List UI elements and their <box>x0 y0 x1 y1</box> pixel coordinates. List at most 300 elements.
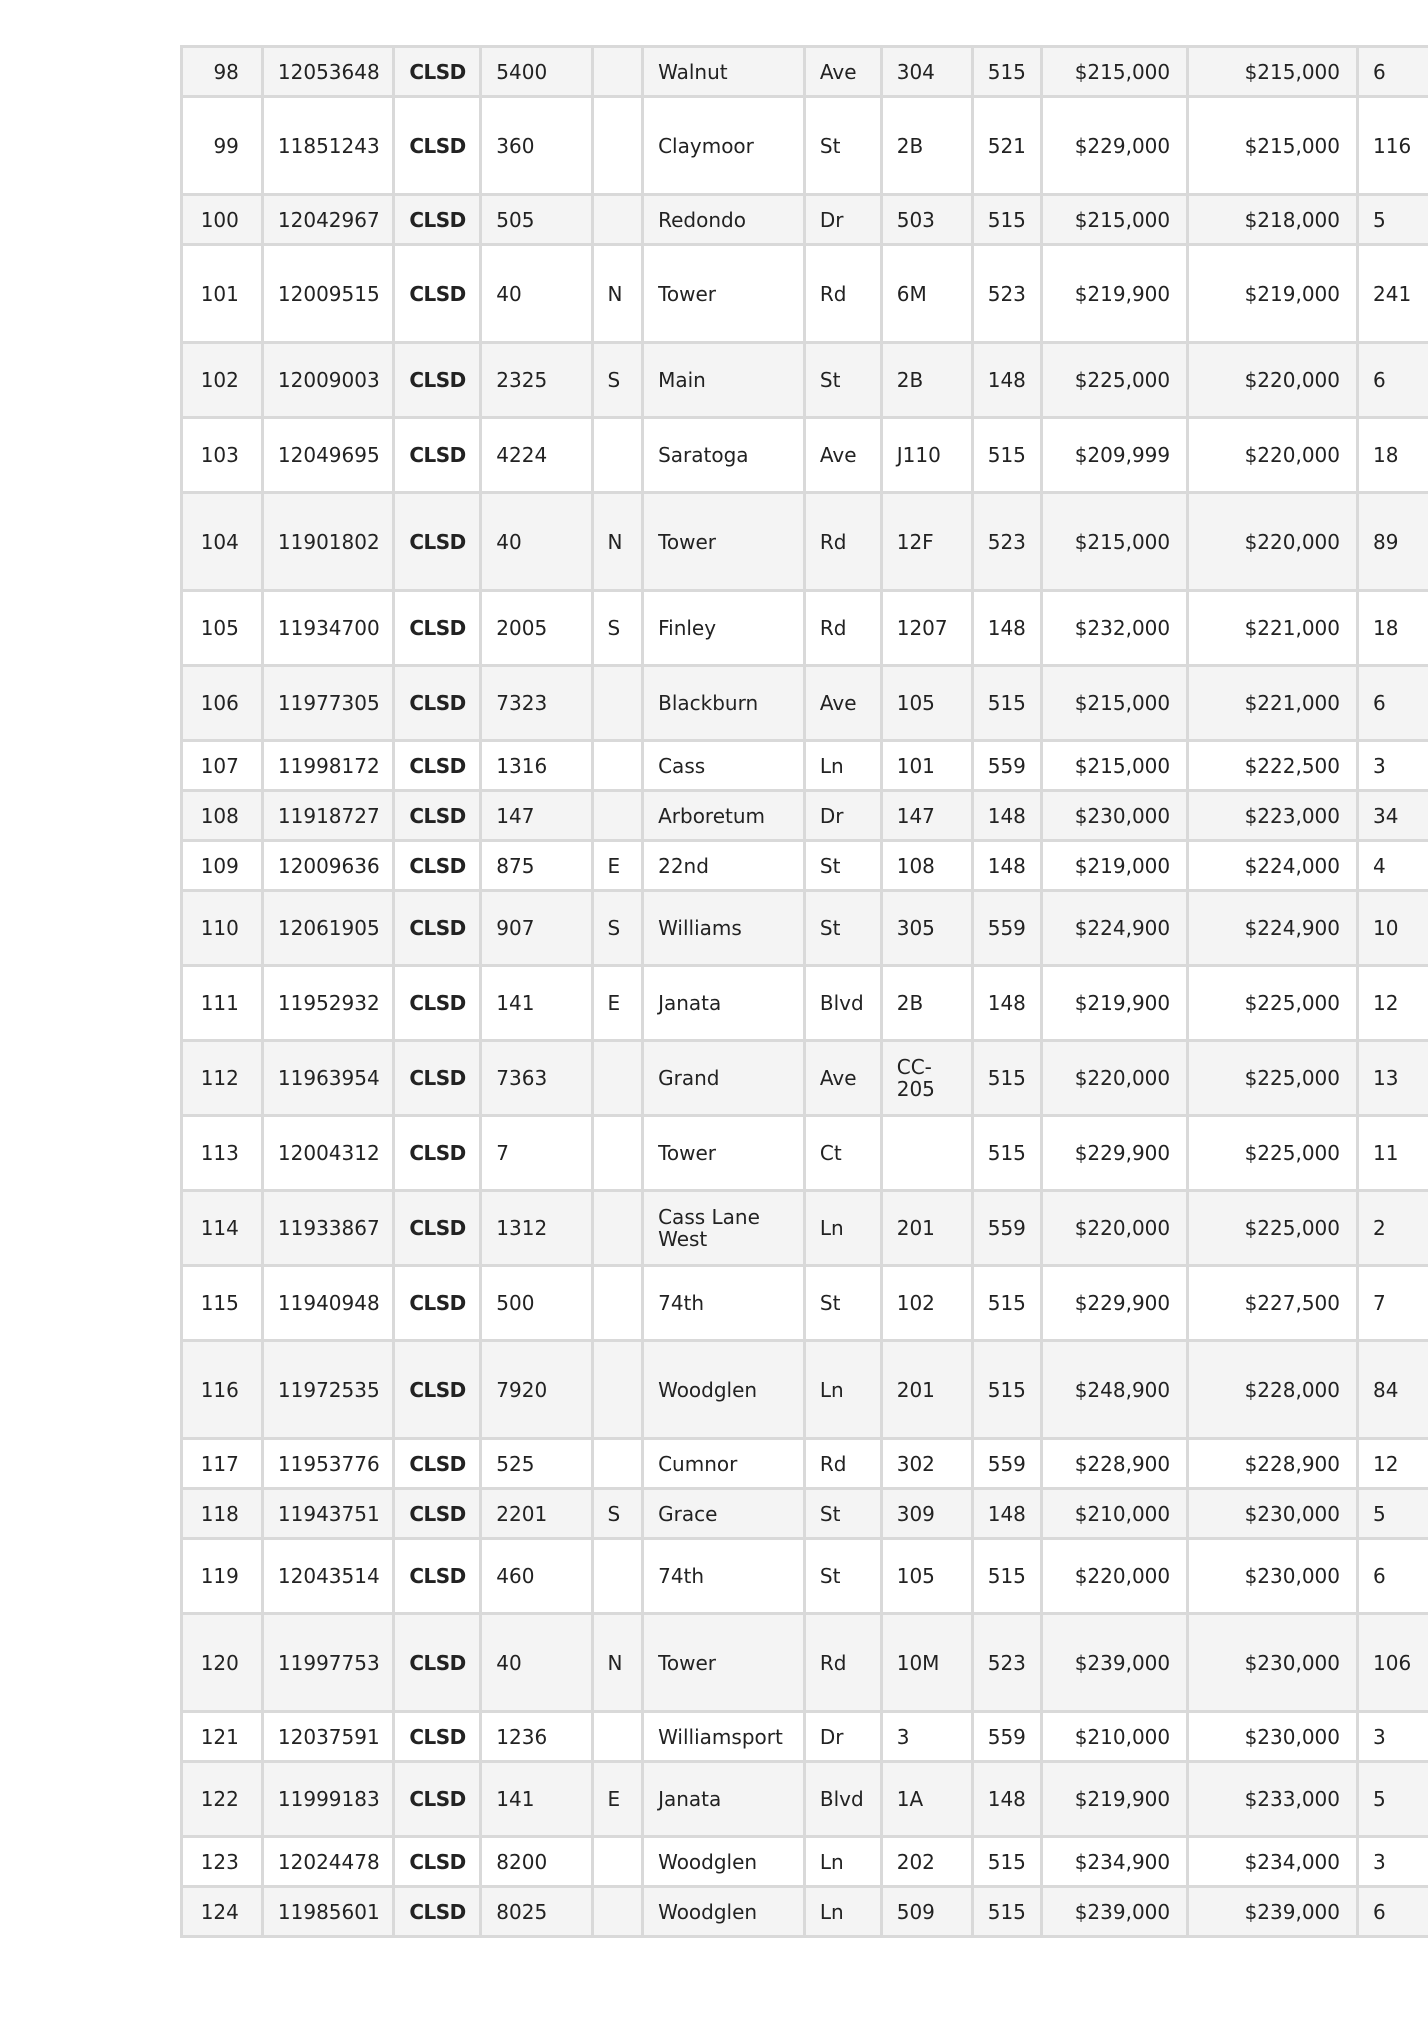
row-number-cell: 118 <box>182 1489 263 1539</box>
list-price-cell: $219,900 <box>1041 1762 1188 1837</box>
street-name-cell: Cass <box>643 741 805 791</box>
row-number-cell: 124 <box>182 1887 263 1937</box>
status-cell: CLSD <box>394 841 481 891</box>
row-number-cell: 106 <box>182 666 263 741</box>
unit-number-cell: 2B <box>881 966 972 1041</box>
area-code-cell: 523 <box>972 245 1041 343</box>
street-direction-cell <box>592 1887 643 1937</box>
days-on-market-cell: 12 <box>1358 1439 1428 1489</box>
list-price-cell: $219,000 <box>1041 841 1188 891</box>
street-suffix-cell: Blvd <box>804 966 881 1041</box>
sold-price-cell: $239,000 <box>1188 1887 1358 1937</box>
list-price-cell: $220,000 <box>1041 1191 1188 1266</box>
mls-number-cell: 11985601 <box>262 1887 393 1937</box>
days-on-market-cell: 6 <box>1358 666 1428 741</box>
street-number-cell: 5400 <box>481 47 592 97</box>
street-name-cell: Cass Lane West <box>643 1191 805 1266</box>
street-direction-cell: S <box>592 591 643 666</box>
days-on-market-cell: 4 <box>1358 841 1428 891</box>
row-number-cell: 98 <box>182 47 263 97</box>
mls-number-cell: 11943751 <box>262 1489 393 1539</box>
table-row <box>182 591 1428 666</box>
status-cell: CLSD <box>394 1887 481 1937</box>
area-code-cell: 515 <box>972 1341 1041 1439</box>
list-price-cell: $225,000 <box>1041 343 1188 418</box>
street-suffix-cell: Dr <box>804 195 881 245</box>
status-cell: CLSD <box>394 791 481 841</box>
sold-price-cell: $220,000 <box>1188 493 1358 591</box>
days-on-market-cell: 6 <box>1358 1539 1428 1614</box>
row-number-cell: 107 <box>182 741 263 791</box>
mls-number-cell: 11952932 <box>262 966 393 1041</box>
days-on-market-cell: 84 <box>1358 1341 1428 1439</box>
mls-number-cell: 11963954 <box>262 1041 393 1116</box>
street-name-cell: Tower <box>643 245 805 343</box>
sold-price-cell: $228,900 <box>1188 1439 1358 1489</box>
street-name-cell: Woodglen <box>643 1887 805 1937</box>
area-code-cell: 559 <box>972 891 1041 966</box>
street-name-cell: Blackburn <box>643 666 805 741</box>
street-number-cell: 8025 <box>481 1887 592 1937</box>
street-number-cell: 2325 <box>481 343 592 418</box>
street-number-cell: 1312 <box>481 1191 592 1266</box>
unit-number-cell: 201 <box>881 1191 972 1266</box>
street-direction-cell: N <box>592 493 643 591</box>
table-row <box>182 195 1428 245</box>
mls-number-cell: 11851243 <box>262 97 393 195</box>
table-row <box>182 1489 1428 1539</box>
street-name-cell: Saratoga <box>643 418 805 493</box>
street-suffix-cell: St <box>804 97 881 195</box>
street-number-cell: 40 <box>481 1614 592 1712</box>
row-number-cell: 121 <box>182 1712 263 1762</box>
mls-number-cell: 12049695 <box>262 418 393 493</box>
unit-number-cell: CC-205 <box>881 1041 972 1116</box>
mls-number-cell: 11997753 <box>262 1614 393 1712</box>
row-number-cell: 122 <box>182 1762 263 1837</box>
street-name-cell: Tower <box>643 1116 805 1191</box>
list-price-cell: $220,000 <box>1041 1539 1188 1614</box>
days-on-market-cell: 5 <box>1358 195 1428 245</box>
street-name-cell: 74th <box>643 1266 805 1341</box>
table-row <box>182 493 1428 591</box>
street-name-cell: Williamsport <box>643 1712 805 1762</box>
unit-number-cell: 1207 <box>881 591 972 666</box>
table-row <box>182 1614 1428 1712</box>
street-suffix-cell: Ln <box>804 1191 881 1266</box>
mls-number-cell: 12042967 <box>262 195 393 245</box>
mls-number-cell: 12009636 <box>262 841 393 891</box>
street-suffix-cell: Ln <box>804 1837 881 1887</box>
street-suffix-cell: St <box>804 1539 881 1614</box>
street-name-cell: Grand <box>643 1041 805 1116</box>
table-row <box>182 245 1428 343</box>
table-row <box>182 418 1428 493</box>
area-code-cell: 148 <box>972 1762 1041 1837</box>
status-cell: CLSD <box>394 591 481 666</box>
street-name-cell: Tower <box>643 1614 805 1712</box>
area-code-cell: 559 <box>972 741 1041 791</box>
street-direction-cell: E <box>592 1762 643 1837</box>
sold-price-cell: $222,500 <box>1188 741 1358 791</box>
street-direction-cell <box>592 195 643 245</box>
row-number-cell: 99 <box>182 97 263 195</box>
status-cell: CLSD <box>394 1837 481 1887</box>
status-cell: CLSD <box>394 1489 481 1539</box>
days-on-market-cell: 6 <box>1358 343 1428 418</box>
area-code-cell: 515 <box>972 666 1041 741</box>
unit-number-cell: 12F <box>881 493 972 591</box>
street-number-cell: 7920 <box>481 1341 592 1439</box>
table-row <box>182 741 1428 791</box>
unit-number-cell: 6M <box>881 245 972 343</box>
list-price-cell: $219,900 <box>1041 966 1188 1041</box>
street-suffix-cell: St <box>804 343 881 418</box>
mls-number-cell: 11998172 <box>262 741 393 791</box>
row-number-cell: 108 <box>182 791 263 841</box>
mls-number-cell: 12024478 <box>262 1837 393 1887</box>
days-on-market-cell: 5 <box>1358 1489 1428 1539</box>
street-suffix-cell: Ave <box>804 1041 881 1116</box>
sold-price-cell: $225,000 <box>1188 1041 1358 1116</box>
status-cell: CLSD <box>394 1762 481 1837</box>
street-number-cell: 7363 <box>481 1041 592 1116</box>
street-suffix-cell: Ave <box>804 666 881 741</box>
unit-number-cell: 509 <box>881 1887 972 1937</box>
street-direction-cell <box>592 1191 643 1266</box>
street-name-cell: Woodglen <box>643 1341 805 1439</box>
unit-number-cell: 105 <box>881 666 972 741</box>
area-code-cell: 515 <box>972 418 1041 493</box>
listing-table-page <box>180 45 1428 1938</box>
unit-number-cell: J110 <box>881 418 972 493</box>
street-name-cell: Janata <box>643 1762 805 1837</box>
street-name-cell: Redondo <box>643 195 805 245</box>
unit-number-cell: 201 <box>881 1341 972 1439</box>
table-row <box>182 791 1428 841</box>
street-name-cell: Arboretum <box>643 791 805 841</box>
sold-price-cell: $233,000 <box>1188 1762 1358 1837</box>
area-code-cell: 148 <box>972 791 1041 841</box>
street-direction-cell <box>592 1116 643 1191</box>
row-number-cell: 100 <box>182 195 263 245</box>
area-code-cell: 559 <box>972 1439 1041 1489</box>
unit-number-cell: 3 <box>881 1712 972 1762</box>
street-number-cell: 875 <box>481 841 592 891</box>
unit-number-cell: 147 <box>881 791 972 841</box>
status-cell: CLSD <box>394 666 481 741</box>
mls-number-cell: 12009515 <box>262 245 393 343</box>
row-number-cell: 113 <box>182 1116 263 1191</box>
street-number-cell: 500 <box>481 1266 592 1341</box>
row-number-cell: 112 <box>182 1041 263 1116</box>
status-cell: CLSD <box>394 418 481 493</box>
mls-number-cell: 11977305 <box>262 666 393 741</box>
table-row <box>182 1266 1428 1341</box>
sold-price-cell: $225,000 <box>1188 1191 1358 1266</box>
street-direction-cell: S <box>592 1489 643 1539</box>
area-code-cell: 515 <box>972 1837 1041 1887</box>
row-number-cell: 101 <box>182 245 263 343</box>
row-number-cell: 102 <box>182 343 263 418</box>
table-row <box>182 1191 1428 1266</box>
days-on-market-cell: 18 <box>1358 418 1428 493</box>
mls-number-cell: 11953776 <box>262 1439 393 1489</box>
status-cell: CLSD <box>394 1614 481 1712</box>
street-direction-cell <box>592 1539 643 1614</box>
street-suffix-cell: St <box>804 891 881 966</box>
area-code-cell: 148 <box>972 591 1041 666</box>
mls-number-cell: 11933867 <box>262 1191 393 1266</box>
status-cell: CLSD <box>394 343 481 418</box>
street-suffix-cell: Rd <box>804 1439 881 1489</box>
table-row <box>182 1712 1428 1762</box>
sold-price-cell: $230,000 <box>1188 1614 1358 1712</box>
table-row <box>182 966 1428 1041</box>
list-price-cell: $215,000 <box>1041 47 1188 97</box>
unit-number-cell: 302 <box>881 1439 972 1489</box>
sold-price-cell: $220,000 <box>1188 343 1358 418</box>
sold-price-cell: $230,000 <box>1188 1712 1358 1762</box>
days-on-market-cell: 3 <box>1358 1712 1428 1762</box>
sold-price-cell: $220,000 <box>1188 418 1358 493</box>
unit-number-cell: 309 <box>881 1489 972 1539</box>
area-code-cell: 148 <box>972 1489 1041 1539</box>
status-cell: CLSD <box>394 1116 481 1191</box>
days-on-market-cell: 34 <box>1358 791 1428 841</box>
list-price-cell: $228,900 <box>1041 1439 1188 1489</box>
street-number-cell: 141 <box>481 966 592 1041</box>
status-cell: CLSD <box>394 97 481 195</box>
sold-price-cell: $223,000 <box>1188 791 1358 841</box>
area-code-cell: 515 <box>972 195 1041 245</box>
area-code-cell: 515 <box>972 1887 1041 1937</box>
table-row <box>182 666 1428 741</box>
street-name-cell: Woodglen <box>643 1837 805 1887</box>
table-row <box>182 1887 1428 1937</box>
street-suffix-cell: Ave <box>804 418 881 493</box>
street-direction-cell <box>592 741 643 791</box>
street-direction-cell <box>592 1712 643 1762</box>
area-code-cell: 148 <box>972 841 1041 891</box>
row-number-cell: 120 <box>182 1614 263 1712</box>
days-on-market-cell: 3 <box>1358 741 1428 791</box>
mls-number-cell: 11934700 <box>262 591 393 666</box>
street-number-cell: 4224 <box>481 418 592 493</box>
street-number-cell: 40 <box>481 493 592 591</box>
table-row <box>182 1116 1428 1191</box>
street-suffix-cell: Rd <box>804 591 881 666</box>
mls-number-cell: 12043514 <box>262 1539 393 1614</box>
street-direction-cell: N <box>592 1614 643 1712</box>
street-direction-cell <box>592 666 643 741</box>
street-suffix-cell: Ln <box>804 1341 881 1439</box>
mls-number-cell: 11901802 <box>262 493 393 591</box>
table-row <box>182 1041 1428 1116</box>
unit-number-cell: 2B <box>881 97 972 195</box>
sold-price-cell: $230,000 <box>1188 1489 1358 1539</box>
row-number-cell: 105 <box>182 591 263 666</box>
row-number-cell: 115 <box>182 1266 263 1341</box>
street-name-cell: Finley <box>643 591 805 666</box>
list-price-cell: $219,900 <box>1041 245 1188 343</box>
days-on-market-cell: 5 <box>1358 1762 1428 1837</box>
days-on-market-cell: 10 <box>1358 891 1428 966</box>
street-number-cell: 8200 <box>481 1837 592 1887</box>
row-number-cell: 119 <box>182 1539 263 1614</box>
sold-price-cell: $227,500 <box>1188 1266 1358 1341</box>
row-number-cell: 111 <box>182 966 263 1041</box>
street-suffix-cell: Dr <box>804 1712 881 1762</box>
street-name-cell: Grace <box>643 1489 805 1539</box>
street-direction-cell <box>592 418 643 493</box>
list-price-cell: $209,999 <box>1041 418 1188 493</box>
street-suffix-cell: Ln <box>804 1887 881 1937</box>
area-code-cell: 521 <box>972 97 1041 195</box>
status-cell: CLSD <box>394 1341 481 1439</box>
status-cell: CLSD <box>394 741 481 791</box>
street-suffix-cell: Blvd <box>804 1762 881 1837</box>
status-cell: CLSD <box>394 493 481 591</box>
list-price-cell: $239,000 <box>1041 1614 1188 1712</box>
sold-price-cell: $221,000 <box>1188 666 1358 741</box>
street-suffix-cell: Ct <box>804 1116 881 1191</box>
status-cell: CLSD <box>394 195 481 245</box>
list-price-cell: $234,900 <box>1041 1837 1188 1887</box>
row-number-cell: 110 <box>182 891 263 966</box>
status-cell: CLSD <box>394 1041 481 1116</box>
table-row <box>182 97 1428 195</box>
area-code-cell: 515 <box>972 47 1041 97</box>
street-number-cell: 525 <box>481 1439 592 1489</box>
unit-number-cell: 105 <box>881 1539 972 1614</box>
sold-price-cell: $228,000 <box>1188 1341 1358 1439</box>
area-code-cell: 523 <box>972 1614 1041 1712</box>
street-name-cell: 22nd <box>643 841 805 891</box>
status-cell: CLSD <box>394 966 481 1041</box>
row-number-cell: 123 <box>182 1837 263 1887</box>
street-direction-cell <box>592 1341 643 1439</box>
mls-number-cell: 11918727 <box>262 791 393 841</box>
row-number-cell: 114 <box>182 1191 263 1266</box>
days-on-market-cell: 11 <box>1358 1116 1428 1191</box>
street-number-cell: 1236 <box>481 1712 592 1762</box>
street-direction-cell <box>592 1439 643 1489</box>
mls-number-cell: 12037591 <box>262 1712 393 1762</box>
street-direction-cell <box>592 47 643 97</box>
street-direction-cell: E <box>592 841 643 891</box>
street-number-cell: 40 <box>481 245 592 343</box>
days-on-market-cell: 12 <box>1358 966 1428 1041</box>
list-price-cell: $232,000 <box>1041 591 1188 666</box>
status-cell: CLSD <box>394 1266 481 1341</box>
listing-table <box>180 45 1428 1938</box>
area-code-cell: 515 <box>972 1116 1041 1191</box>
row-number-cell: 116 <box>182 1341 263 1439</box>
row-number-cell: 103 <box>182 418 263 493</box>
unit-number-cell: 108 <box>881 841 972 891</box>
unit-number-cell: 10M <box>881 1614 972 1712</box>
table-row <box>182 1539 1428 1614</box>
days-on-market-cell: 13 <box>1358 1041 1428 1116</box>
street-number-cell: 907 <box>481 891 592 966</box>
sold-price-cell: $219,000 <box>1188 245 1358 343</box>
street-number-cell: 141 <box>481 1762 592 1837</box>
days-on-market-cell: 3 <box>1358 1837 1428 1887</box>
list-price-cell: $210,000 <box>1041 1712 1188 1762</box>
street-number-cell: 505 <box>481 195 592 245</box>
sold-price-cell: $224,900 <box>1188 891 1358 966</box>
days-on-market-cell: 241 <box>1358 245 1428 343</box>
unit-number-cell: 102 <box>881 1266 972 1341</box>
street-suffix-cell: Rd <box>804 245 881 343</box>
sold-price-cell: $225,000 <box>1188 966 1358 1041</box>
street-number-cell: 1316 <box>481 741 592 791</box>
days-on-market-cell: 18 <box>1358 591 1428 666</box>
street-suffix-cell: Rd <box>804 493 881 591</box>
days-on-market-cell: 116 <box>1358 97 1428 195</box>
unit-number-cell: 503 <box>881 195 972 245</box>
mls-number-cell: 12061905 <box>262 891 393 966</box>
table-row <box>182 1341 1428 1439</box>
status-cell: CLSD <box>394 891 481 966</box>
row-number-cell: 109 <box>182 841 263 891</box>
unit-number-cell: 101 <box>881 741 972 791</box>
sold-price-cell: $225,000 <box>1188 1116 1358 1191</box>
list-price-cell: $248,900 <box>1041 1341 1188 1439</box>
sold-price-cell: $215,000 <box>1188 97 1358 195</box>
unit-number-cell: 2B <box>881 343 972 418</box>
table-row <box>182 841 1428 891</box>
area-code-cell: 523 <box>972 493 1041 591</box>
list-price-cell: $239,000 <box>1041 1887 1188 1937</box>
table-row <box>182 343 1428 418</box>
list-price-cell: $210,000 <box>1041 1489 1188 1539</box>
street-number-cell: 147 <box>481 791 592 841</box>
status-cell: CLSD <box>394 245 481 343</box>
street-direction-cell <box>592 791 643 841</box>
street-number-cell: 360 <box>481 97 592 195</box>
street-direction-cell: S <box>592 891 643 966</box>
street-direction-cell: E <box>592 966 643 1041</box>
list-price-cell: $229,900 <box>1041 1266 1188 1341</box>
days-on-market-cell: 7 <box>1358 1266 1428 1341</box>
sold-price-cell: $221,000 <box>1188 591 1358 666</box>
street-suffix-cell: Rd <box>804 1614 881 1712</box>
street-number-cell: 2005 <box>481 591 592 666</box>
street-direction-cell: S <box>592 343 643 418</box>
street-suffix-cell: St <box>804 1489 881 1539</box>
mls-number-cell: 12053648 <box>262 47 393 97</box>
table-row <box>182 1762 1428 1837</box>
sold-price-cell: $215,000 <box>1188 47 1358 97</box>
sold-price-cell: $218,000 <box>1188 195 1358 245</box>
mls-number-cell: 11972535 <box>262 1341 393 1439</box>
sold-price-cell: $234,000 <box>1188 1837 1358 1887</box>
list-price-cell: $215,000 <box>1041 666 1188 741</box>
area-code-cell: 559 <box>972 1191 1041 1266</box>
list-price-cell: $215,000 <box>1041 741 1188 791</box>
mls-number-cell: 11940948 <box>262 1266 393 1341</box>
street-direction-cell: N <box>592 245 643 343</box>
table-row <box>182 47 1428 97</box>
list-price-cell: $220,000 <box>1041 1041 1188 1116</box>
table-row <box>182 1837 1428 1887</box>
row-number-cell: 104 <box>182 493 263 591</box>
area-code-cell: 515 <box>972 1041 1041 1116</box>
street-number-cell: 7 <box>481 1116 592 1191</box>
street-name-cell: Tower <box>643 493 805 591</box>
